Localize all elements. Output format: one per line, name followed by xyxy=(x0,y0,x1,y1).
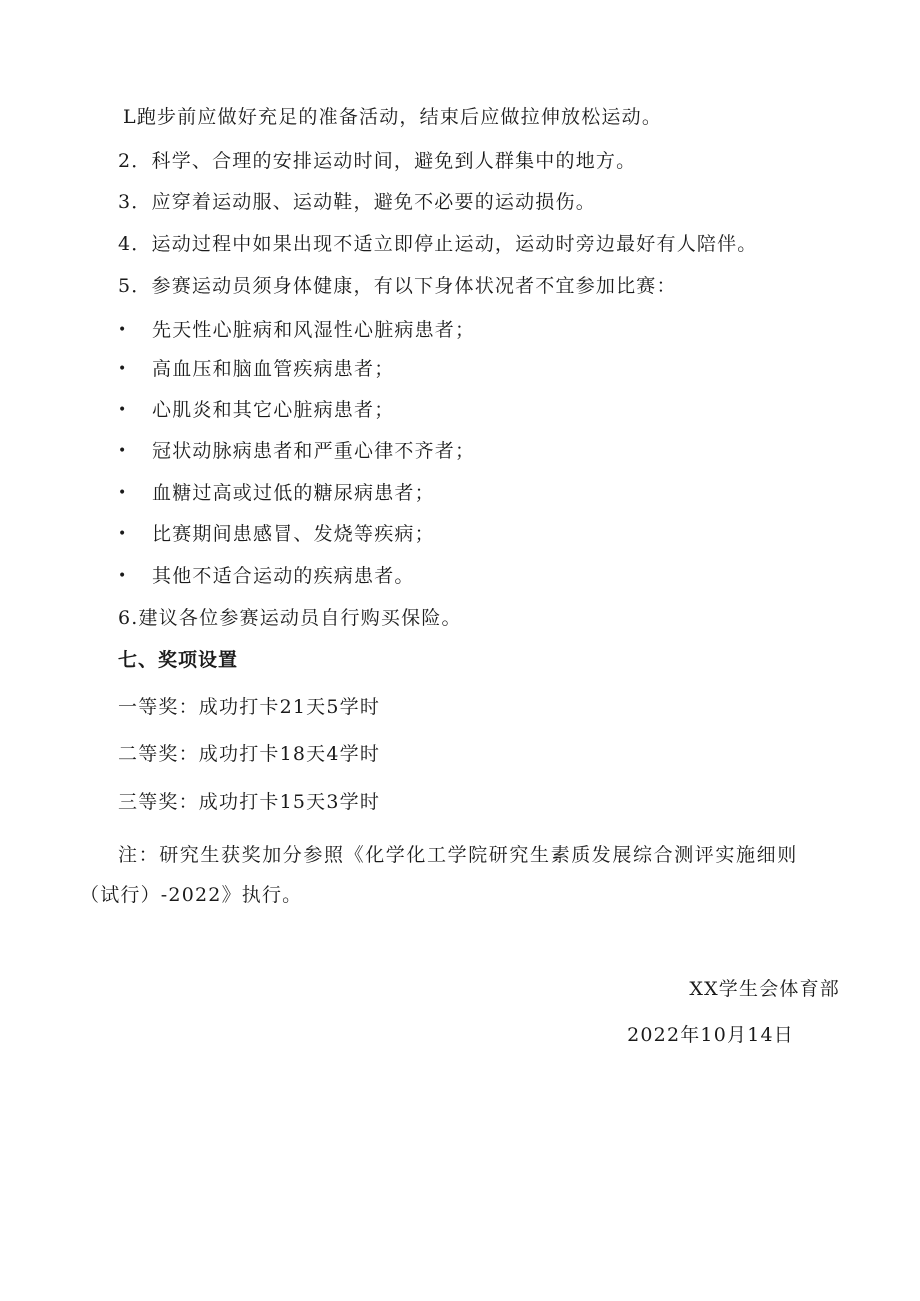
award-third: 三等奖：成功打卡15天3学时 xyxy=(118,791,381,813)
bullet-icon: • xyxy=(118,402,128,418)
award-first: 一等奖：成功打卡21天5学时 xyxy=(118,696,381,718)
item-3: 3．应穿着运动服、运动鞋，避免不必要的运动损伤。 xyxy=(118,191,596,213)
condition-text: 比赛期间患感冒、发烧等疾病； xyxy=(152,523,435,545)
bullet-icon: • xyxy=(118,485,128,501)
condition-text: 先天性心脏病和风湿性心脏病患者； xyxy=(152,319,476,341)
item-1: L跑步前应做好充足的准备活动，结束后应做拉伸放松运动。 xyxy=(123,106,663,128)
bullet-icon: • xyxy=(118,526,128,542)
award-second: 二等奖：成功打卡18天4学时 xyxy=(118,743,381,765)
signature-date: 2022年10月14日 xyxy=(627,1024,794,1046)
item-6: 6.建议各位参赛运动员自行购买保险。 xyxy=(118,607,462,629)
condition-item xyxy=(118,397,394,423)
condition-text: 血糖过高或过低的糖尿病患者； xyxy=(152,482,435,504)
condition-item xyxy=(118,480,435,506)
signature-org: XX学生会体育部 xyxy=(689,978,840,1000)
item-4: 4．运动过程中如果出现不适立即停止运动，运动时旁边最好有人陪伴。 xyxy=(118,233,758,255)
bullet-icon: • xyxy=(118,322,128,338)
section-heading: 七、奖项设置 xyxy=(118,649,239,671)
bullet-icon: • xyxy=(118,361,128,377)
condition-item xyxy=(118,438,475,464)
bullet-icon: • xyxy=(118,443,128,459)
note-line-1: 注：研究生获奖加分参照《化学化工学院研究生素质发展综合测评实施细则 xyxy=(118,844,798,866)
condition-text: 冠状动脉病患者和严重心律不齐者； xyxy=(152,440,476,462)
note-line-2: （试行）-2022》执行。 xyxy=(80,884,303,906)
bullet-icon: • xyxy=(118,568,128,584)
condition-text: 心肌炎和其它心脏病患者； xyxy=(152,399,395,421)
condition-text: 高血压和脑血管疾病患者； xyxy=(152,358,395,380)
condition-item xyxy=(118,563,415,589)
condition-item xyxy=(118,356,394,382)
condition-item xyxy=(118,521,435,547)
condition-item xyxy=(118,317,475,343)
condition-text: 其他不适合运动的疾病患者。 xyxy=(152,565,415,587)
item-2: 2．科学、合理的安排运动时间，避免到人群集中的地方。 xyxy=(118,150,637,172)
item-5: 5．参赛运动员须身体健康，有以下身体状况者不宜参加比赛： xyxy=(118,275,677,297)
